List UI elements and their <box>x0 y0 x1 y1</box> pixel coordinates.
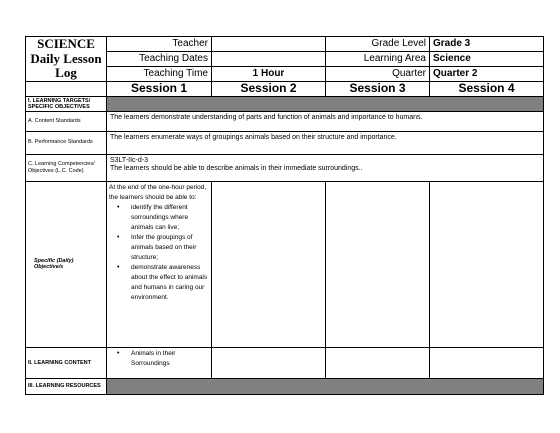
teaching-dates-value[interactable] <box>212 51 326 66</box>
content-list <box>109 349 209 369</box>
quarter-label: Quarter <box>326 66 430 81</box>
session-1-content <box>107 347 212 378</box>
session-3-content[interactable] <box>326 347 430 378</box>
content-standards-text: The learners demonstrate understanding of parts and function of animals and importance to humans. <box>107 111 544 131</box>
lesson-log-table <box>25 36 544 395</box>
learning-competencies-label: C. Learning Competencies/ Objectives (L.C. Code) <box>26 154 107 181</box>
grade-level-label: Grade Level <box>326 37 430 52</box>
bullet-icon: • <box>117 233 120 241</box>
session-2-content[interactable] <box>212 347 326 378</box>
learning-targets-heading: I. LEARNING TARGETS/ SPECIFIC OBJECTIVES <box>26 96 107 111</box>
session-3-header: Session 3 <box>326 81 430 96</box>
teaching-dates-label: Teaching Dates <box>107 51 212 66</box>
quarter-value[interactable]: Quarter 2 <box>430 66 544 81</box>
learning-resources-shaded-bar <box>107 378 544 394</box>
title-line-3: Log <box>55 65 77 80</box>
objective-item: • Infer the groupings of animals based on their structure; <box>117 233 197 261</box>
content-item: • Animals in their Sorroundings <box>117 349 176 367</box>
learning-area-value[interactable]: Science <box>430 51 544 66</box>
competency-text: The learners should be able to describe animals in their immediate surroundings.. <box>110 164 363 172</box>
learning-resources-heading: III. LEARNING RESOURCES <box>26 378 107 394</box>
session-4-objectives[interactable] <box>430 181 544 347</box>
teacher-value[interactable] <box>212 37 326 52</box>
session-1-header: Session 1 <box>107 81 212 96</box>
bullet-icon: • <box>117 263 120 271</box>
title-line-1: SCIENCE <box>37 36 95 51</box>
document-title <box>26 37 107 82</box>
content-standards-label: A. Content Standards <box>26 111 107 131</box>
specific-objectives-label: Specific (Daily) Objective/s <box>26 181 107 347</box>
objective-item: • demonstrate awareness about the effect to animals and humans in caring our environment. <box>117 263 208 301</box>
learning-competencies-cell <box>107 154 544 181</box>
session-3-objectives[interactable] <box>326 181 430 347</box>
teaching-time-label: Teaching Time <box>107 66 212 81</box>
learning-targets-shaded-bar <box>107 96 544 111</box>
performance-standards-text: The learners enumerate ways of groupings animals based on their structure and importance. <box>107 131 544 154</box>
objectives-list <box>109 203 209 303</box>
teacher-label: Teacher <box>107 37 212 52</box>
objective-item: • identify the different sorroundings where animals can live; <box>117 203 189 231</box>
grade-level-value[interactable]: Grade 3 <box>430 37 544 52</box>
session-1-objectives <box>107 181 212 347</box>
learning-content-heading: II. LEARNING CONTENT <box>26 347 107 378</box>
learning-area-label: Learning Area <box>326 51 430 66</box>
objectives-intro: At the end of the one-hour period, the learners should be able to: <box>109 183 207 201</box>
session-2-header: Session 2 <box>212 81 326 96</box>
bullet-icon: • <box>117 349 120 357</box>
session-4-content[interactable] <box>430 347 544 378</box>
performance-standards-label: B. Performance Standards <box>26 131 107 154</box>
session-4-header: Session 4 <box>430 81 544 96</box>
title-line-2: Daily Lesson <box>30 50 102 66</box>
bullet-icon: • <box>117 203 120 211</box>
session-header-blank <box>26 81 107 96</box>
competency-code: S3LT-IIc-d-3 <box>110 156 148 164</box>
session-2-objectives[interactable] <box>212 181 326 347</box>
teaching-time-value[interactable]: 1 Hour <box>212 66 326 81</box>
